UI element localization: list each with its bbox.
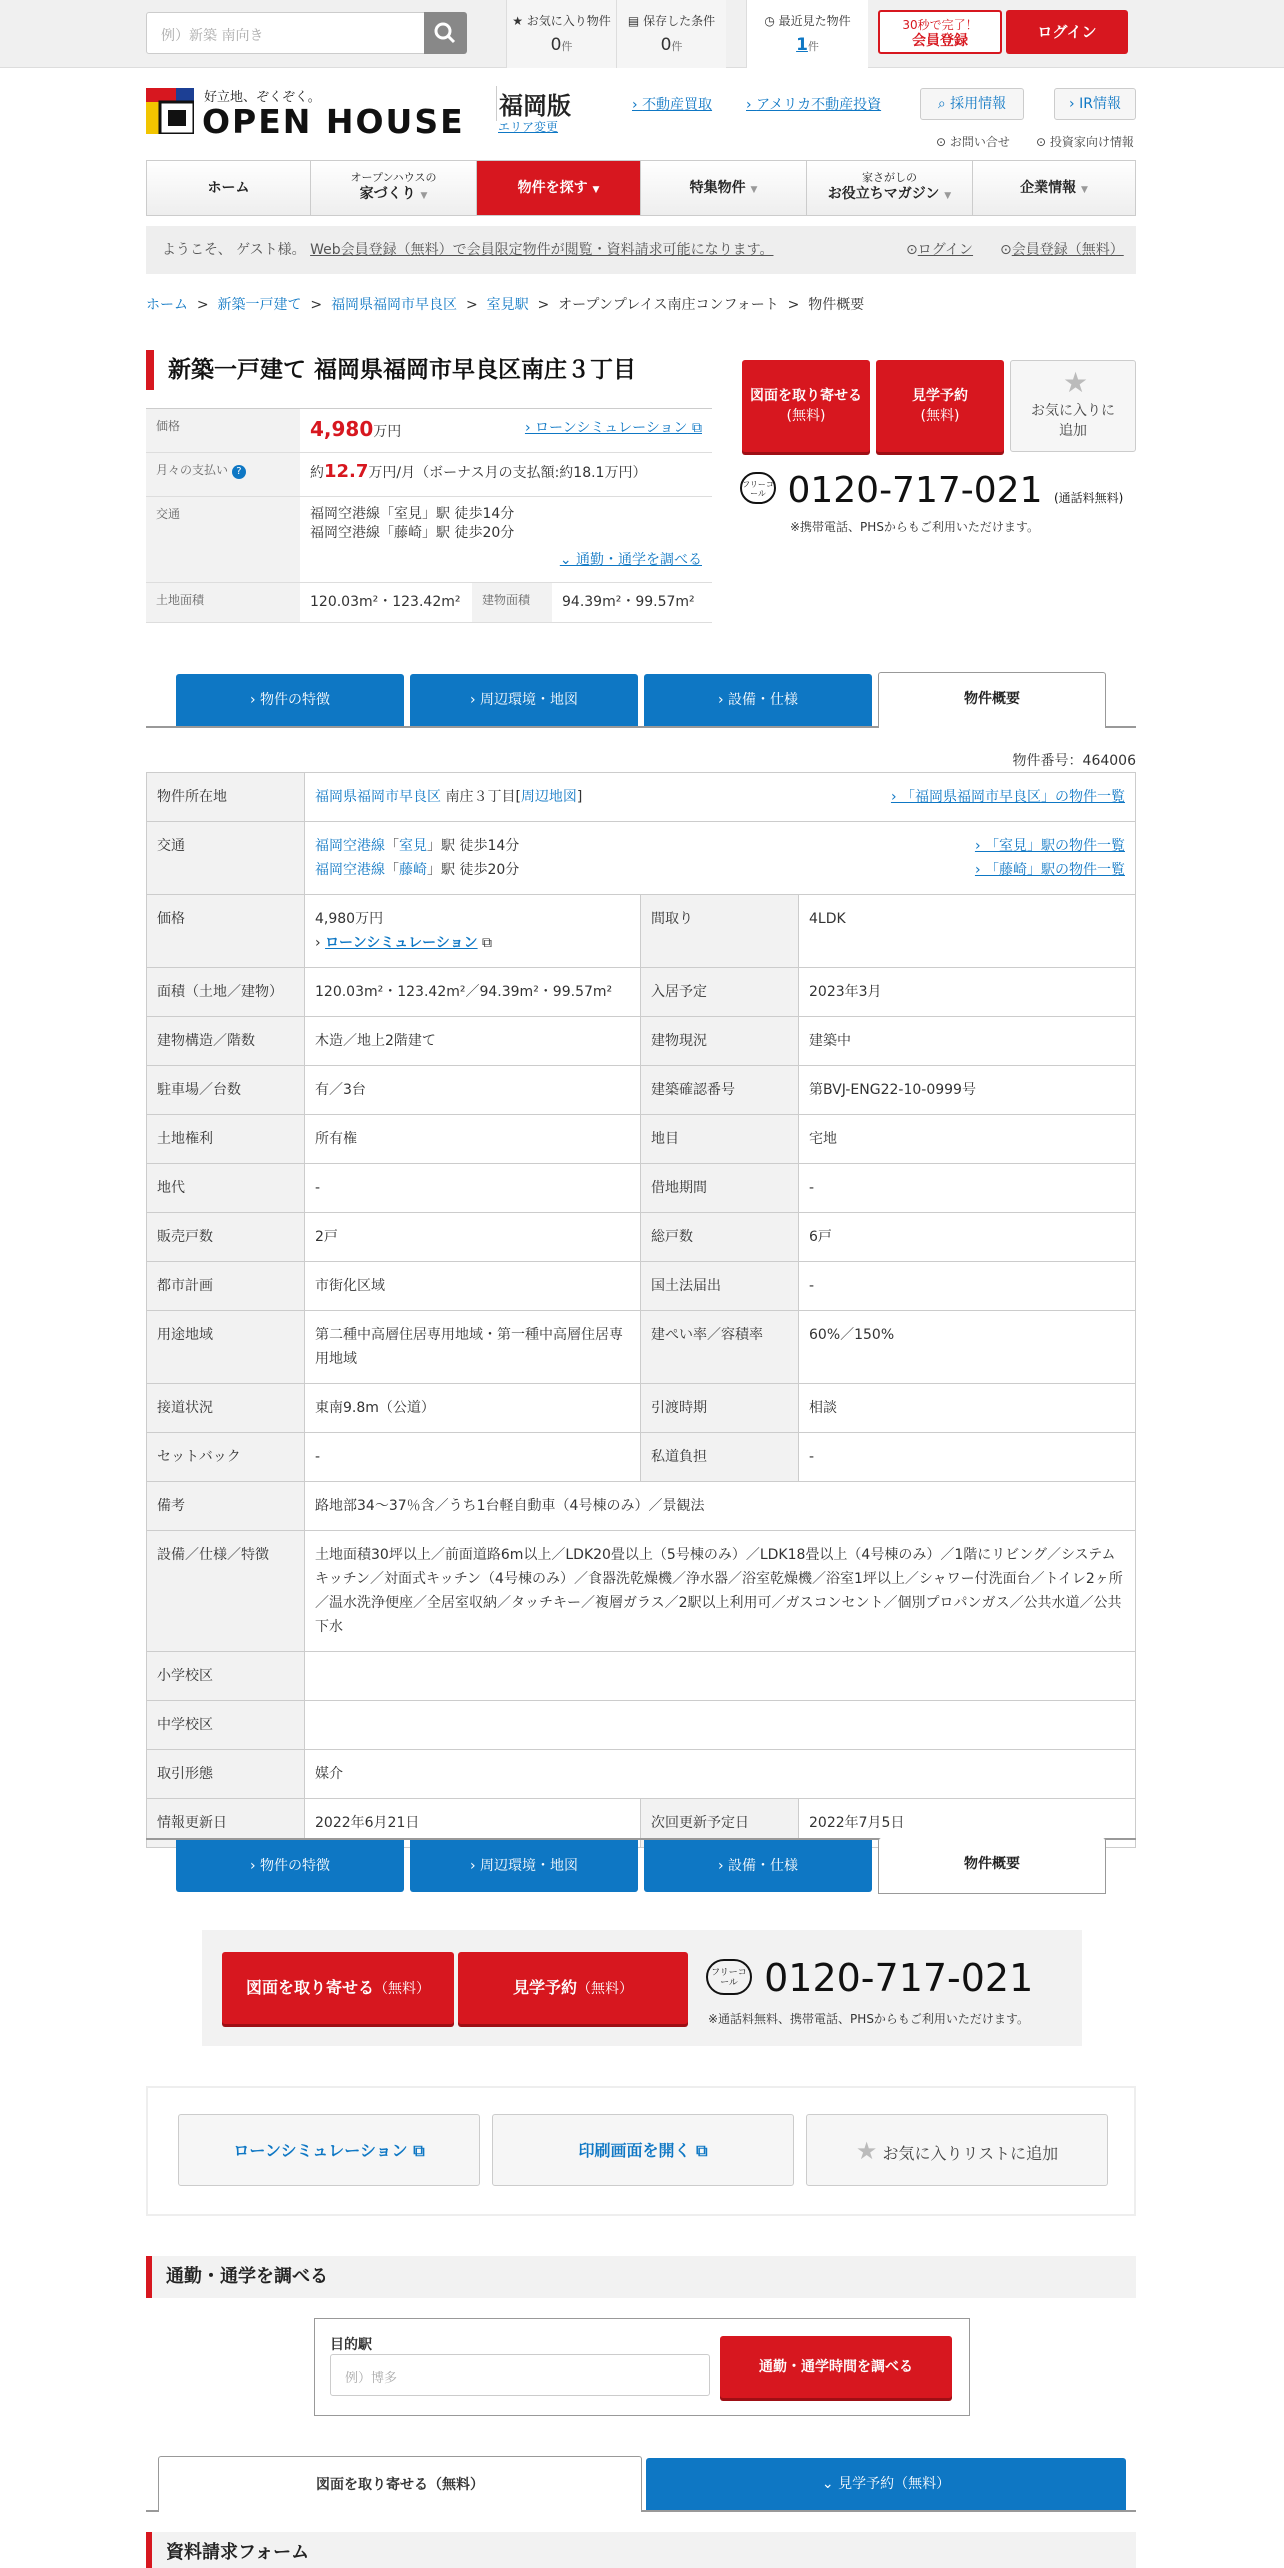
chevron-down-icon: ▼ (592, 185, 600, 195)
row-value: 市街化区域 (305, 1262, 641, 1311)
row-label: 接道状況 (147, 1384, 305, 1433)
breadcrumb-home[interactable]: ホーム (146, 297, 188, 313)
welcome-register-link[interactable]: ⊙会員登録（無料） (1000, 242, 1124, 258)
welcome-login-link[interactable]: ⊙ログイン (906, 242, 974, 258)
traffic-cell: 福岡空港線「室見」駅 徒歩14分 › 「室見」駅の物件一覧 福岡空港線「藤崎」駅 徒歩20分 › 「藤崎」駅の物件一覧 (305, 822, 1136, 895)
row-value: 土地面積30坪以上／前面道路6m以上／LDK20畳以上（5号棟のみ）／LDK18畳以上（4号棟のみ）／1階にリビング／システムキッチン／対面式キッチン（4号棟のみ）／食器洗乾燥機／浄水器／浴室乾燥機／浴室1坪以上／シャワー付洗面台／トイレ2ヶ所／温水洗浄便座／全居室収納／タッチキー／複層ガラス／2駅以上利用可／ガスコンセント／個別プロパンガス／公共水道／公共下水 (305, 1531, 1136, 1652)
loan-simulation-button[interactable] (178, 2114, 480, 2186)
form-tabs (146, 2454, 1136, 2512)
map-link[interactable]: 周辺地図 (520, 789, 577, 805)
button-sub: （無料） (374, 1981, 430, 1997)
summary-price-cell (300, 409, 712, 453)
link-label: 「室見」駅の物件一覧 (985, 838, 1125, 854)
row-label: 小学校区 (147, 1652, 305, 1701)
star-icon: ★ (512, 14, 523, 28)
row-value: 第二種中高層住居専用地域・第一種中高層住居専用地域 (305, 1311, 641, 1384)
investor-link[interactable]: ⊙ 投資家向け情報 (1036, 135, 1134, 149)
row-value: - (799, 1433, 1136, 1482)
nav-label: 特集物件 (689, 180, 746, 196)
tel-text: 0120-717-021 (787, 470, 1043, 511)
contact-link[interactable]: ⊙ お問い合せ (936, 135, 1010, 149)
tab-visit-reservation[interactable]: ⌄ 見学予約（無料） (646, 2458, 1126, 2510)
table-row (147, 1115, 1136, 1164)
breadcrumb: ホーム > 新築一戸建て > 福岡県福岡市早良区 > 室見駅 > オープンプレイス南庄コンフォート > 物件概要 (146, 297, 865, 313)
tab-features[interactable]: › 物件の特徴 (176, 674, 404, 726)
link-label: アメリカ不動産投資 (756, 97, 882, 113)
row-value (305, 1701, 1136, 1750)
row-label: 中学校区 (147, 1701, 305, 1750)
welcome-text: ようこそ、 ゲスト様。 (162, 242, 306, 258)
phone-number[interactable] (740, 470, 1123, 511)
nav-company[interactable] (973, 161, 1135, 215)
stat-value: 1 (796, 35, 808, 55)
tel-text: 0120-717-021 (764, 1956, 1034, 2000)
chevron-down-icon: ▼ (944, 191, 952, 201)
ward-link[interactable]: 福岡県福岡市早良区 (315, 789, 441, 805)
row-value: - (305, 1433, 641, 1482)
star-icon: ★ (855, 2137, 878, 2165)
row-value: 建築中 (799, 1017, 1136, 1066)
row-label: 販売戸数 (147, 1213, 305, 1262)
row-value (305, 1652, 1136, 1701)
header-link-buyback[interactable]: › 不動産買取 (632, 97, 713, 113)
walk-text: 駅 徒歩20分 (441, 862, 520, 878)
button-label: 図面を取り寄せる (750, 388, 862, 404)
location-cell (305, 773, 1136, 822)
star-icon: ★ (1063, 366, 1089, 399)
nav-search-property[interactable] (477, 161, 641, 215)
row-value: - (799, 1164, 1136, 1213)
link-label: 「藤崎」駅の物件一覧 (985, 862, 1125, 878)
row-value: 2戸 (305, 1213, 641, 1262)
summary-land-label: 土地面積 (146, 583, 300, 623)
breadcrumb-new-house[interactable]: 新築一戸建て (217, 297, 302, 313)
stat-unit: 件 (671, 40, 683, 53)
row-value: 第BVJ-ENG22-10-0999号 (799, 1066, 1136, 1115)
walk-text: 駅 徒歩14分 (441, 838, 520, 854)
summary-bldg-label: 建物面積 (472, 583, 552, 623)
search-icon (424, 12, 467, 54)
nav-sub: オープンハウスの (350, 171, 437, 184)
link-label: ローンシミュレーション (535, 420, 688, 436)
row-label: 情報更新日 (147, 1799, 305, 1848)
button-label: 見学予約 (912, 388, 968, 404)
table-row (147, 1213, 1136, 1262)
row-label: 次回更新予定日 (641, 1799, 799, 1848)
breadcrumb-station[interactable]: 室見駅 (486, 297, 529, 313)
summary-table (146, 408, 712, 623)
table-row (147, 1262, 1136, 1311)
area-change-link[interactable]: エリア変更 (498, 120, 559, 134)
table-row (147, 1017, 1136, 1066)
row-label: 引渡時期 (641, 1384, 799, 1433)
price-unit: 万円 (373, 424, 402, 440)
ir-button[interactable]: › IR情報 (1054, 88, 1136, 120)
chevron-down-icon: ▼ (420, 191, 428, 201)
nav-home[interactable] (147, 161, 311, 215)
traffic-line: 福岡空港線「藤崎」駅 徒歩20分 (310, 525, 515, 541)
nav-sub: 家さがしの (862, 171, 917, 184)
register-button[interactable] (878, 10, 1002, 54)
stat-unit: 件 (561, 40, 573, 53)
freecall-icon: フリーコール (740, 472, 776, 504)
table-row (147, 1164, 1136, 1213)
nav-label: 家づくり (359, 186, 416, 202)
row-value: 6戸 (799, 1213, 1136, 1262)
favorites-stat[interactable] (506, 0, 616, 68)
tab-request-docs[interactable]: 図面を取り寄せる（無料） (158, 2456, 642, 2512)
tab-equipment[interactable]: › 設備・仕様 (644, 674, 872, 726)
link-label: ローンシミュレーション (325, 935, 478, 951)
external-link-icon: ⧉ (696, 2141, 708, 2160)
property-number: 物件番号：464006 (1012, 753, 1136, 769)
row-value: 相談 (799, 1384, 1136, 1433)
register-label: 会員登録 (912, 33, 968, 49)
row-label: 設備／仕様／特徴 (147, 1531, 305, 1652)
line-link[interactable]: 福岡空港線 (315, 862, 385, 878)
commute-section-title: 通勤・通学を調べる (146, 2256, 1136, 2298)
print-button[interactable] (492, 2114, 794, 2186)
link-label: 投資家向け情報 (1049, 135, 1134, 149)
commute-link[interactable]: ⌄ 通勤・通学を調べる (559, 552, 702, 568)
link-label: 不動産買取 (642, 97, 713, 113)
row-value: 2023年3月 (799, 968, 1136, 1017)
table-row (147, 1384, 1136, 1433)
row-label: 建ぺい率／容積率 (641, 1311, 799, 1384)
summary-monthly-label (146, 453, 300, 497)
button-label: 図面を取り寄せる (245, 1978, 374, 1997)
nav-magazine[interactable] (807, 161, 973, 215)
table-row (147, 1433, 1136, 1482)
monthly-value: 12.7 (324, 461, 369, 482)
edition-title: 福岡版 (496, 86, 571, 121)
stat-value: 0 (550, 35, 562, 55)
request-docs-button[interactable] (222, 1952, 454, 2024)
tab-overview[interactable] (878, 1838, 1106, 1894)
row-label: 地目 (641, 1115, 799, 1164)
row-label: セットバック (147, 1433, 305, 1482)
breadcrumb-ward[interactable]: 福岡県福岡市早良区 (331, 297, 458, 313)
row-label: 建物構造／階数 (147, 1017, 305, 1066)
row-value: 所有権 (305, 1115, 641, 1164)
row-value: 120.03m²・123.42m²／94.39m²・99.57m² (305, 968, 641, 1017)
tab-label: 物件の特徴 (260, 1858, 331, 1874)
row-label: 建築確認番号 (641, 1066, 799, 1115)
ward-list-link[interactable]: › 「福岡県福岡市早良区」の物件一覧 (890, 789, 1125, 805)
row-value: 木造／地上2階建て (305, 1017, 641, 1066)
stat-label: 保存した条件 (643, 14, 716, 28)
link-label: お問い合せ (949, 135, 1010, 149)
login-button[interactable]: ログイン (1006, 10, 1128, 54)
row-label: 都市計画 (147, 1262, 305, 1311)
add-favorite-button[interactable] (1010, 360, 1136, 452)
location-rest: 南庄３丁目[ (445, 789, 521, 805)
commute-search-button[interactable]: 通勤・通学時間を調べる (720, 2336, 952, 2398)
row-value: 2022年7月5日 (799, 1799, 1136, 1848)
row-label: 私道負担 (641, 1433, 799, 1482)
tab-label: 物件概要 (964, 1856, 1020, 1872)
nav-label: ホーム (207, 180, 250, 196)
nav-label: お役立ちマガジン (827, 186, 940, 202)
recruit-button[interactable] (920, 88, 1024, 120)
row-value: 宅地 (799, 1115, 1136, 1164)
summary-price-label: 価格 (146, 409, 300, 453)
clock-icon: ◷ (764, 14, 775, 28)
link-label: 「福岡県福岡市早良区」の物件一覧 (901, 789, 1125, 805)
logo-tagline: 好立地、ぞくぞく。 (204, 90, 321, 105)
tab-label: 物件概要 (964, 691, 1020, 707)
row-label: 交通 (147, 822, 305, 895)
button-label: IR情報 (1079, 96, 1121, 112)
monthly-post: 万円/月（ボーナス月の支払額:約18.1万円） (368, 465, 647, 481)
row-label: 土地権利 (147, 1115, 305, 1164)
stat-value: 0 (660, 35, 672, 55)
welcome-bar (146, 226, 1136, 274)
button-label: 採用情報 (950, 96, 1007, 112)
row-label: 入居予定 (641, 968, 799, 1017)
traffic-line: 福岡空港線「室見」駅 徒歩14分 (310, 506, 515, 522)
nav-featured[interactable] (641, 161, 807, 215)
search-button[interactable] (424, 12, 467, 54)
summary-monthly-cell (300, 453, 712, 497)
row-label: 借地期間 (641, 1164, 799, 1213)
recent-stat[interactable] (746, 0, 868, 68)
breadcrumb-property: オープンプレイス南庄コンフォート (558, 297, 779, 313)
detail-tabs-bottom (146, 1838, 1136, 1894)
loan-sim-link[interactable]: › ローンシミュレーション ⧉ (315, 935, 493, 951)
register-small: 30秒で完了！ (902, 18, 978, 32)
form-section-title: 資料請求フォーム (146, 2532, 1136, 2568)
link-label: ログイン (917, 242, 974, 258)
station-link[interactable]: 室見 (399, 838, 427, 854)
line-link[interactable]: 福岡空港線 (315, 838, 385, 854)
button-label: お気に入りに追加 (1031, 403, 1115, 439)
tab-features[interactable]: › 物件の特徴 (176, 1840, 404, 1892)
tel-note: ※通話料無料、携帯電話、PHSからもご利用いただけます。 (708, 2012, 1029, 2026)
saved-conditions-stat[interactable] (616, 0, 726, 68)
link-label: 通勤・通学を調べる (576, 552, 702, 568)
row-label: 用途地域 (147, 1311, 305, 1384)
tab-label: 見学予約（無料） (838, 2476, 951, 2492)
row-label: 面積（土地／建物） (147, 968, 305, 1017)
freecall-icon: フリーコール (706, 1959, 752, 1995)
stat-label: お気に入り物件 (526, 14, 611, 28)
nav-label: 企業情報 (1020, 180, 1077, 196)
table-row (147, 1066, 1136, 1115)
row-label: 地代 (147, 1164, 305, 1213)
chevron-down-icon: ▼ (750, 185, 758, 195)
phone-number[interactable] (706, 1956, 1033, 2000)
destination-input[interactable]: 例）博多 (330, 2354, 710, 2396)
tel-note: ※携帯電話、PHSからもご利用いただけます。 (790, 520, 1039, 534)
row-label: 物件所在地 (147, 773, 305, 822)
stat-unit: 件 (807, 40, 819, 53)
row-value: - (799, 1262, 1136, 1311)
tab-label: 周辺環境・地図 (480, 1858, 579, 1874)
tab-label: 周辺環境・地図 (480, 692, 579, 708)
row-label: 価格 (147, 895, 305, 968)
external-link-icon: ⧉ (413, 2141, 425, 2160)
breadcrumb-current: 物件概要 (808, 297, 865, 313)
row-value: 媒介 (305, 1750, 1136, 1799)
row-label: 間取り (641, 895, 799, 968)
detail-tabs (146, 672, 1136, 728)
tel-free: (通話料無料) (1053, 491, 1124, 505)
table-row (147, 968, 1136, 1017)
add-favorite-list-button[interactable] (806, 2114, 1108, 2186)
monthly-label: 月々の支払い (156, 463, 229, 477)
button-sub: (無料) (920, 408, 960, 424)
button-label: 見学予約 (512, 1978, 577, 1997)
row-label: 国土法届出 (641, 1262, 799, 1311)
tab-overview[interactable] (878, 672, 1106, 728)
tab-label: 設備・仕様 (728, 1858, 799, 1874)
tab-equipment[interactable]: › 設備・仕様 (644, 1840, 872, 1892)
tab-surroundings[interactable]: › 周辺環境・地図 (410, 674, 638, 726)
top-bar (0, 0, 1284, 68)
visit-reservation-button[interactable] (876, 360, 1004, 452)
destination-label: 目的駅 (330, 2337, 372, 2353)
stat-label: 最近見た物件 (778, 14, 851, 28)
summary-bldg-value: 94.39m²・99.57m² (552, 583, 712, 623)
row-value: 2022年6月21日 (305, 1799, 641, 1848)
station-list-link[interactable]: › 「室見」駅の物件一覧 (974, 838, 1125, 854)
table-row (147, 1311, 1136, 1384)
row-value: 4LDK (799, 895, 1136, 968)
row-label: 建物現況 (641, 1017, 799, 1066)
logo[interactable]: OPEN HOUSE (202, 102, 465, 141)
tab-surroundings[interactable]: › 周辺環境・地図 (410, 1840, 638, 1892)
summary-traffic-label: 交通 (146, 497, 300, 583)
row-value: 路地部34～37％含／うち1台軽自動車（4号棟のみ）／景観法 (305, 1482, 1136, 1531)
row-value: 60%／150% (799, 1311, 1136, 1384)
row-label: 取引形態 (147, 1750, 305, 1799)
price-value: 4,980 (310, 417, 374, 441)
nav-house-building[interactable] (311, 161, 477, 215)
price-text: 4,980万円 (315, 911, 384, 927)
button-sub: （無料） (577, 1981, 633, 1997)
link-label: 会員登録（無料） (1011, 242, 1124, 258)
search-icon: ⌕ (937, 96, 946, 112)
row-label: 備考 (147, 1482, 305, 1531)
row-value: - (305, 1164, 641, 1213)
search-input[interactable]: 例）新築 南向き (146, 12, 425, 54)
station-link[interactable]: 藤崎 (399, 862, 427, 878)
overview-table (146, 772, 1136, 1848)
summary-traffic-cell (300, 497, 712, 583)
location-end: ] (576, 789, 583, 805)
station-list-link[interactable]: › 「藤崎」駅の物件一覧 (974, 862, 1125, 878)
summary-land-value: 120.03m²・123.42m² (300, 583, 472, 623)
help-icon[interactable]: ? (232, 465, 246, 479)
button-label: お気に入りリストに追加 (882, 2144, 1059, 2163)
price-cell (305, 895, 641, 968)
page-title: 新築一戸建て 福岡県福岡市早良区南庄３丁目 (146, 350, 712, 390)
logo-mark (146, 88, 194, 134)
document-icon: ▤ (627, 14, 640, 28)
row-label: 駐車場／台数 (147, 1066, 305, 1115)
nav-label: 物件を探す (517, 180, 588, 196)
row-label: 総戸数 (641, 1213, 799, 1262)
row-value: 有／3台 (305, 1066, 641, 1115)
monthly-pre: 約 (310, 465, 324, 481)
button-label: 印刷画面を開く (578, 2141, 691, 2160)
button-sub: (無料) (786, 408, 826, 424)
member-notice-link[interactable]: Web会員登録（無料）で会員限定物件が閲覧・資料請求可能になります。 (310, 242, 774, 258)
tab-label: 設備・仕様 (728, 692, 799, 708)
row-value: 東南9.8m（公道） (305, 1384, 641, 1433)
visit-reservation-button[interactable] (458, 1952, 688, 2024)
button-label: ローンシミュレーション (233, 2141, 408, 2160)
chevron-down-icon: ▼ (1080, 185, 1088, 195)
tab-label: 物件の特徴 (260, 692, 331, 708)
loan-sim-link[interactable]: › ローンシミュレーション ⧉ (524, 420, 702, 436)
global-nav (146, 160, 1136, 216)
request-docs-button[interactable] (742, 360, 870, 452)
header-link-us-invest[interactable]: › アメリカ不動産投資 (746, 97, 882, 113)
